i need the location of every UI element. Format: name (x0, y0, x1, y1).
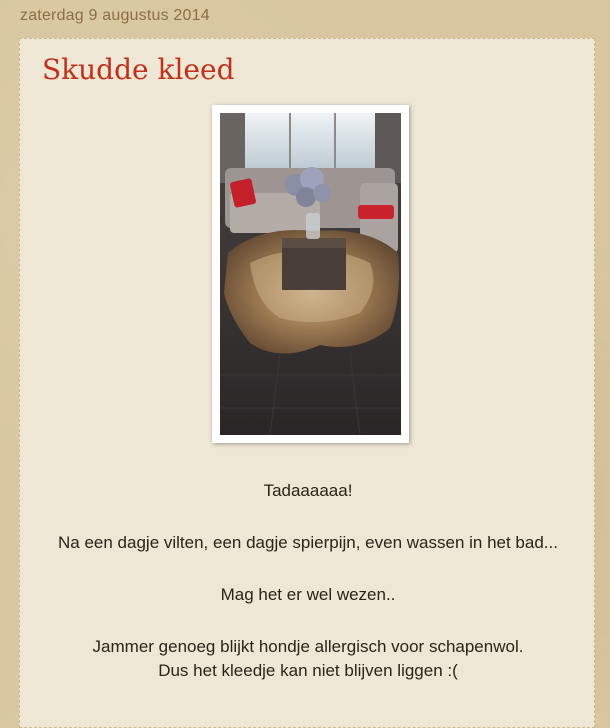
post-line-5: Dus het kleedje kan niet blijven liggen :( (158, 661, 458, 680)
post-card (19, 38, 595, 728)
post-line-4: Jammer genoeg blijkt hondje allergisch voor schapenwol. (92, 637, 524, 656)
post-line-3: Mag het er wel wezen.. (220, 585, 396, 604)
sheepskin-rug-photo (220, 113, 401, 435)
post-line-1: Tadaaaaaa! (263, 481, 353, 500)
post-title[interactable]: Skudde kleed (42, 53, 235, 86)
post-photo[interactable] (212, 105, 409, 443)
post-date: zaterdag 9 augustus 2014 (20, 7, 210, 24)
post-line-2: Na een dagje vilten, een dagje spierpijn, even wassen in het bad... (58, 533, 558, 552)
post-body (20, 479, 596, 683)
